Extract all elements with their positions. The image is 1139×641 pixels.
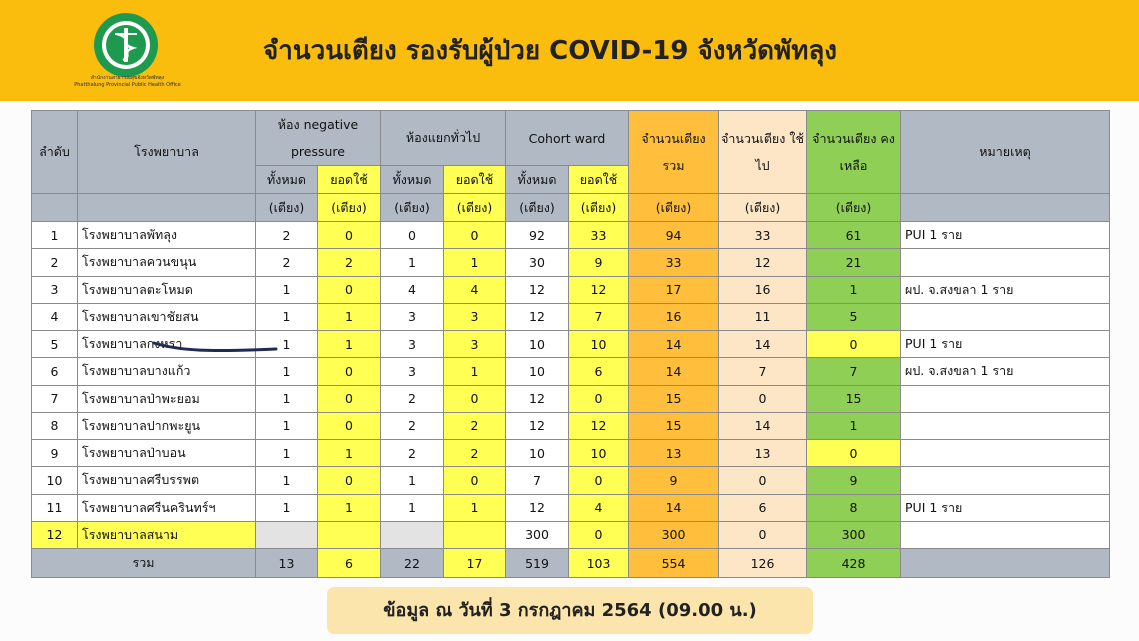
cell-np-used: 0: [318, 412, 381, 439]
cell-cohort-used: 0: [569, 385, 629, 412]
table-row: [32, 276, 1110, 303]
table-row: [32, 521, 1110, 548]
header-used-beds: จำนวนเตียง ใช้ไป: [719, 111, 807, 194]
cell-gen-all: 2: [381, 440, 444, 467]
logo-caption-english: Phatthalung Provincial Public Health Office: [74, 82, 181, 88]
cell-remaining-beds: 8: [807, 494, 901, 521]
cell-row-number: 7: [32, 385, 78, 412]
cell-total-beds: 9: [629, 467, 719, 494]
header-banner: [0, 0, 1139, 101]
cell-note: ผป. จ.สงขลา 1 ราย: [901, 358, 1110, 385]
cell-total-beds: 15: [629, 385, 719, 412]
cell-np-used: 1: [318, 440, 381, 467]
cell-note: [901, 440, 1110, 467]
cell-used-beds: 0: [719, 521, 807, 548]
cell-gen-used: 1: [444, 358, 506, 385]
table-row: [32, 440, 1110, 467]
header-no: ลำดับ: [32, 111, 78, 194]
cell-gen-all: 3: [381, 331, 444, 358]
cell-used-beds: 0: [719, 385, 807, 412]
cell-note: PUI 1 ราย: [901, 331, 1110, 358]
page-title: จำนวนเตียง รองรับผู้ป่วย COVID-19 จังหวัดพัทลุง: [263, 36, 837, 66]
cell-gen-used: 0: [444, 467, 506, 494]
cell-gen-used: 3: [444, 303, 506, 330]
cell-cohort-used: 12: [569, 276, 629, 303]
header-negative-pressure: ห้อง negative pressure: [256, 111, 381, 166]
cell-cohort-all: 7: [506, 467, 569, 494]
cell-cohort-all: 12: [506, 494, 569, 521]
cell-cohort-used: 7: [569, 303, 629, 330]
cell-np-all: 1: [256, 276, 318, 303]
header-unit: (เตียง): [506, 194, 569, 222]
table-row: [32, 249, 1110, 276]
header-note: หมายเหตุ: [901, 111, 1110, 194]
pen-scribble-mark: [150, 337, 280, 357]
cell-row-number: 8: [32, 412, 78, 439]
cell-gen-used: 1: [444, 249, 506, 276]
cell-cohort-used: 9: [569, 249, 629, 276]
cell-used-beds: 11: [719, 303, 807, 330]
cell-total-beds: 33: [629, 249, 719, 276]
header-used: ยอดใช้: [444, 166, 506, 194]
cell-row-number: 1: [32, 222, 78, 249]
cell-np-used: 1: [318, 494, 381, 521]
cell-gen-used: 0: [444, 385, 506, 412]
cell-cohort-used: 4: [569, 494, 629, 521]
cell-remaining-beds: 7: [807, 358, 901, 385]
table-row: [32, 385, 1110, 412]
cell-hospital-name: โรงพยาบาลปากพะยูน: [78, 412, 256, 439]
cell-remaining-beds: 61: [807, 222, 901, 249]
cell-used-beds: 0: [719, 467, 807, 494]
cell-cohort-all: 12: [506, 276, 569, 303]
cell-hospital-name: โรงพยาบาลศรีบรรพต: [78, 467, 256, 494]
ministry-logo-icon: [93, 12, 159, 78]
cell-hospital-name: โรงพยาบาลกงหรา: [78, 331, 256, 358]
cell-row-number: 11: [32, 494, 78, 521]
table-row: [32, 494, 1110, 521]
header-cohort: Cohort ward: [506, 111, 629, 166]
cell-hospital-name: โรงพยาบาลศรีนครินทร์ฯ: [78, 494, 256, 521]
cell-total-beds: 14: [629, 331, 719, 358]
table-row: [32, 303, 1110, 330]
total-row: [32, 549, 1110, 578]
header-unit: (เตียง): [381, 194, 444, 222]
cell-np-used: [318, 521, 381, 548]
cell-used-beds: 6: [719, 494, 807, 521]
cell-np-all: [256, 521, 318, 548]
table-row: [32, 412, 1110, 439]
cell-np-all: 1: [256, 358, 318, 385]
header-all: ทั้งหมด: [506, 166, 569, 194]
cell-remaining-beds: 0: [807, 331, 901, 358]
cell-total-beds: 94: [629, 222, 719, 249]
cell-np-all: 1: [256, 440, 318, 467]
cell-np-all: 13: [256, 549, 318, 578]
cell-gen-used: 4: [444, 276, 506, 303]
cell-np-used: 0: [318, 467, 381, 494]
cell-note: [901, 412, 1110, 439]
cell-cohort-all: 30: [506, 249, 569, 276]
cell-gen-all: [381, 521, 444, 548]
cell-gen-all: 1: [381, 494, 444, 521]
cell-used-beds: 16: [719, 276, 807, 303]
cell-cohort-all: 12: [506, 303, 569, 330]
cell-used-beds: 126: [719, 549, 807, 578]
cell-np-all: 2: [256, 249, 318, 276]
header-remaining-beds: จำนวนเตียง คงเหลือ: [807, 111, 901, 194]
cell-note: [901, 521, 1110, 548]
cell-cohort-used: 103: [569, 549, 629, 578]
cell-gen-all: 3: [381, 303, 444, 330]
cell-row-number: 6: [32, 358, 78, 385]
cell-np-all: 1: [256, 494, 318, 521]
header-all: ทั้งหมด: [381, 166, 444, 194]
cell-note: PUI 1 ราย: [901, 494, 1110, 521]
cell-hospital-name: โรงพยาบาลสนาม: [78, 521, 256, 548]
cell-total-beds: 13: [629, 440, 719, 467]
cell-remaining-beds: 300: [807, 521, 901, 548]
cell-np-all: 2: [256, 222, 318, 249]
cell-used-beds: 14: [719, 412, 807, 439]
cell-cohort-all: 10: [506, 331, 569, 358]
header-general-room: ห้องแยกทั่วไป: [381, 111, 506, 166]
cell-total-beds: 300: [629, 521, 719, 548]
cell-np-all: 1: [256, 385, 318, 412]
header-total-beds: จำนวนเตียง รวม: [629, 111, 719, 194]
cell-note: [901, 249, 1110, 276]
table-row: [32, 222, 1110, 249]
cell-np-used: 0: [318, 358, 381, 385]
cell-cohort-all: 10: [506, 440, 569, 467]
header-all: ทั้งหมด: [256, 166, 318, 194]
cell-remaining-beds: 1: [807, 276, 901, 303]
cell-gen-used: 2: [444, 440, 506, 467]
header-hospital: โรงพยาบาล: [78, 111, 256, 194]
header-used: ยอดใช้: [569, 166, 629, 194]
cell-remaining-beds: 428: [807, 549, 901, 578]
cell-cohort-all: 10: [506, 358, 569, 385]
cell-gen-used: 2: [444, 412, 506, 439]
cell-total-beds: 15: [629, 412, 719, 439]
cell-remaining-beds: 9: [807, 467, 901, 494]
header-unit: (เตียง): [807, 194, 901, 222]
cell-np-used: 0: [318, 276, 381, 303]
cell-np-all: 1: [256, 331, 318, 358]
cell-row-number: 9: [32, 440, 78, 467]
cell-hospital-name: โรงพยาบาลตะโหมด: [78, 276, 256, 303]
cell-hospital-name: โรงพยาบาลพัทลุง: [78, 222, 256, 249]
cell-np-used: 0: [318, 222, 381, 249]
cell-note: ผป. จ.สงขลา 1 ราย: [901, 276, 1110, 303]
cell-note: PUI 1 ราย: [901, 222, 1110, 249]
cell-np-used: 2: [318, 249, 381, 276]
cell-gen-all: 1: [381, 467, 444, 494]
cell-np-used: 0: [318, 385, 381, 412]
cell-note: [901, 467, 1110, 494]
cell-row-number: 5: [32, 331, 78, 358]
cell-cohort-used: 10: [569, 331, 629, 358]
cell-cohort-used: 6: [569, 358, 629, 385]
cell-remaining-beds: 5: [807, 303, 901, 330]
cell-cohort-used: 0: [569, 521, 629, 548]
cell-np-used: 1: [318, 303, 381, 330]
cell-total-beds: 14: [629, 494, 719, 521]
cell-gen-all: 4: [381, 276, 444, 303]
cell-np-used: 1: [318, 331, 381, 358]
table-row: [32, 467, 1110, 494]
cell-total-beds: 16: [629, 303, 719, 330]
cell-used-beds: 12: [719, 249, 807, 276]
cell-hospital-name: โรงพยาบาลป่าบอน: [78, 440, 256, 467]
logo-caption-thai: สำนักงานสาธารณสุขจังหวัดพัทลุง: [90, 75, 165, 81]
cell-hospital-name: โรงพยาบาลบางแก้ว: [78, 358, 256, 385]
cell-remaining-beds: 0: [807, 440, 901, 467]
cell-used-beds: 7: [719, 358, 807, 385]
cell-remaining-beds: 1: [807, 412, 901, 439]
cell-cohort-used: 10: [569, 440, 629, 467]
header-unit: (เตียง): [569, 194, 629, 222]
cell-remaining-beds: 21: [807, 249, 901, 276]
cell-np-all: 1: [256, 412, 318, 439]
cell-cohort-all: 12: [506, 412, 569, 439]
cell-gen-all: 1: [381, 249, 444, 276]
cell-row-number: 10: [32, 467, 78, 494]
header-unit: (เตียง): [318, 194, 381, 222]
cell-gen-all: 2: [381, 385, 444, 412]
cell-cohort-used: 12: [569, 412, 629, 439]
cell-cohort-used: 33: [569, 222, 629, 249]
cell-used-beds: 14: [719, 331, 807, 358]
cell-gen-used: 0: [444, 222, 506, 249]
cell-hospital-name: โรงพยาบาลเขาชัยสน: [78, 303, 256, 330]
cell-row-number: 4: [32, 303, 78, 330]
table-row: [32, 358, 1110, 385]
cell-cohort-used: 0: [569, 467, 629, 494]
cell-gen-all: 3: [381, 358, 444, 385]
cell-np-all: 1: [256, 467, 318, 494]
cell-cohort-all: 92: [506, 222, 569, 249]
cell-gen-used: 17: [444, 549, 506, 578]
cell-hospital-name: โรงพยาบาลควนขนุน: [78, 249, 256, 276]
cell-cohort-all: 300: [506, 521, 569, 548]
cell-gen-used: [444, 521, 506, 548]
header-unit: (เตียง): [444, 194, 506, 222]
cell-np-all: 1: [256, 303, 318, 330]
cell-gen-used: 3: [444, 331, 506, 358]
cell-remaining-beds: 15: [807, 385, 901, 412]
cell-row-number: 2: [32, 249, 78, 276]
cell-total-beds: 14: [629, 358, 719, 385]
cell-np-used: 6: [318, 549, 381, 578]
cell-gen-all: 0: [381, 222, 444, 249]
cell-used-beds: 13: [719, 440, 807, 467]
cell-row-number: 12: [32, 521, 78, 548]
cell-note: [901, 303, 1110, 330]
cell-total-beds: 554: [629, 549, 719, 578]
cell-hospital-name: โรงพยาบาลป่าพะยอม: [78, 385, 256, 412]
header-used: ยอดใช้: [318, 166, 381, 194]
cell-gen-used: 1: [444, 494, 506, 521]
header-unit: (เตียง): [719, 194, 807, 222]
data-date-note: ข้อมูล ณ วันที่ 3 กรกฎาคม 2564 (09.00 น.): [327, 587, 813, 634]
cell-gen-all: 22: [381, 549, 444, 578]
header-unit: (เตียง): [629, 194, 719, 222]
total-label: รวม: [32, 549, 256, 578]
cell-cohort-all: 519: [506, 549, 569, 578]
cell-used-beds: 33: [719, 222, 807, 249]
header-unit: (เตียง): [256, 194, 318, 222]
cell-total-beds: 17: [629, 276, 719, 303]
cell-row-number: 3: [32, 276, 78, 303]
cell-cohort-all: 12: [506, 385, 569, 412]
cell-gen-all: 2: [381, 412, 444, 439]
cell-note: [901, 385, 1110, 412]
